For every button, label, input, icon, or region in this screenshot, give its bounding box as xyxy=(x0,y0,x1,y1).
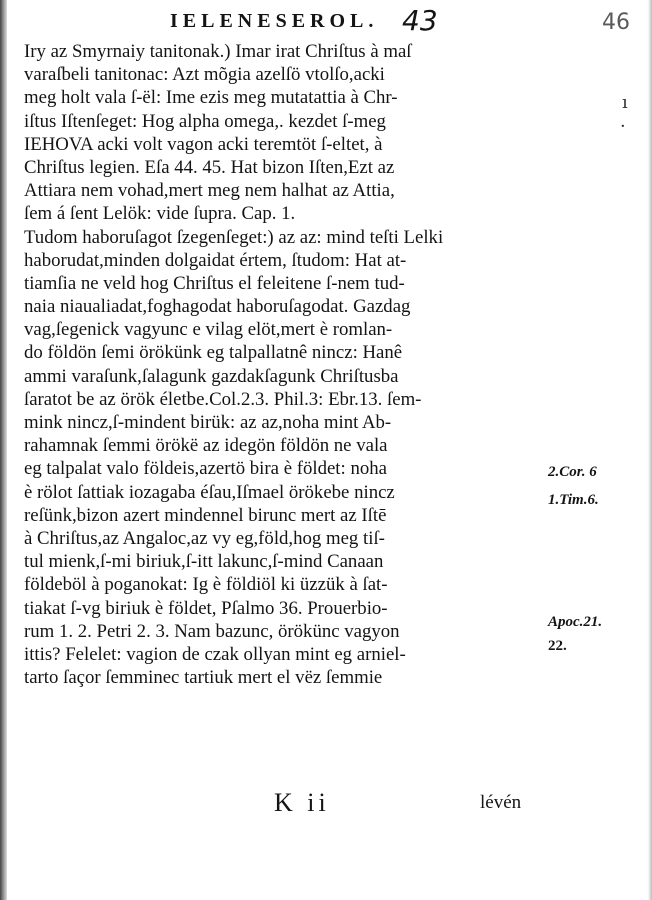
text-line: tarto ſaçor ſemminec tartiuk mert el vëz ſemmie xyxy=(24,667,383,689)
text-line: à Chriſtus,az Angaloc,az vy eg,föld,hog meg tiſ- xyxy=(24,527,385,549)
text-line: naia niaualiadat,foghagodat haboruſagodat. Gazdag xyxy=(24,296,411,318)
text-line: mink nincz,ſ-mindent birük: az az,noha mint Ab- xyxy=(24,412,392,433)
body-text xyxy=(24,40,544,689)
text-line: rahamnak ſemmi örökë az idegön földön ne vala xyxy=(24,435,388,457)
text-line: varaſbeli tanitonac: Azt mõgia azelſö vtolſo,acki xyxy=(24,64,385,86)
text-line: eg talpalat valo földeis,azertö bira è földet: noha xyxy=(24,458,387,480)
scan-edge xyxy=(0,0,7,900)
text-line: reſünk,bizon azert mindennel birunc mert az Iſtē xyxy=(24,504,387,526)
text-line: ſem á ſent Lelök: vide ſupra. Cap. 1. xyxy=(24,203,296,225)
text-line: ſaratot be az örök életbe.Col.2.3. Phil.3: Ebr.13. ſem- xyxy=(24,388,422,410)
page-footer xyxy=(24,788,554,818)
margin-mark: ı xyxy=(622,92,628,113)
pencil-folio-number: 46 xyxy=(602,10,630,35)
text-line: rum 1. 2. Petri 2. 3. Nam bazunc, örökünc vagyon xyxy=(24,620,400,642)
signature-mark: K ii xyxy=(274,788,330,817)
text-line: meg holt vala ſ-ël: Ime ezis meg mutatattia à Chr- xyxy=(24,87,398,109)
text-line: Attiara nem vohad,mert meg nem halhat az Attia, xyxy=(24,180,395,202)
text-line: vag,ſegenick vagyunc e vilag elöt,mert è romlan- xyxy=(24,319,393,341)
text-line: ittis? Felelet: vagion de czak ollyan mint eg arniel- xyxy=(24,643,406,665)
text-line: tiakat ſ-vg biriuk è földet, Pſalmo 36. Prouerbio- xyxy=(24,597,388,619)
running-head: IELENESEROL. xyxy=(170,10,379,32)
text-line: haborudat,minden dolgaidat értem, ſtudom: Hat at- xyxy=(24,249,407,271)
margin-note: 22. xyxy=(548,638,567,654)
page-header xyxy=(170,6,470,40)
margin-note: 2.Cor. 6 xyxy=(548,464,597,480)
text-line: földeböl à poganokat: Ig è földiöl ki üzzük à ſat- xyxy=(24,574,388,596)
text-line: è rölot ſattiak iozagaba éſau,Iſmael örökebe nincz xyxy=(24,481,395,503)
margin-note: 1.Tim.6. xyxy=(548,492,599,508)
scan-edge-right xyxy=(648,0,652,900)
catchword: lévén xyxy=(480,792,522,813)
margin-note: Apoc.21. xyxy=(548,614,603,630)
text-line: tiamſia ne veld hog Chriſtus el feleitene ſ-nem tud- xyxy=(24,272,405,294)
text-line: iſtus Iſtenſeget: Hog alpha omega,. kezdet ſ-meg xyxy=(24,110,386,132)
text-line: IEHOVA acki volt vagon acki teremtöt ſ-eltet, à xyxy=(24,133,383,155)
text-line: Chriſtus legien. Eſa 44. 45. Hat bizon Iſten,Ezt az xyxy=(24,156,395,178)
text-line: ammi varaſunk,ſalagunk gazdakſagunk Chriſtusba xyxy=(24,365,399,387)
text-line: do földön ſemi örökünk eg talpallatnê nincz: Hanê xyxy=(24,342,403,364)
text-line: Tudom haboruſagot ſzegenſeget:) az az: mind teſti Lelki xyxy=(24,226,444,248)
text-line: Iry az Smyrnaiy tanitonak.) Imar irat Chriſtus à maſ xyxy=(24,41,412,62)
margin-mark: · xyxy=(620,116,626,137)
page-number: 43 xyxy=(402,4,438,37)
text-line: tul mienk,ſ-mi biriuk,ſ-itt lakunc,ſ-mind Canaan xyxy=(24,551,384,573)
